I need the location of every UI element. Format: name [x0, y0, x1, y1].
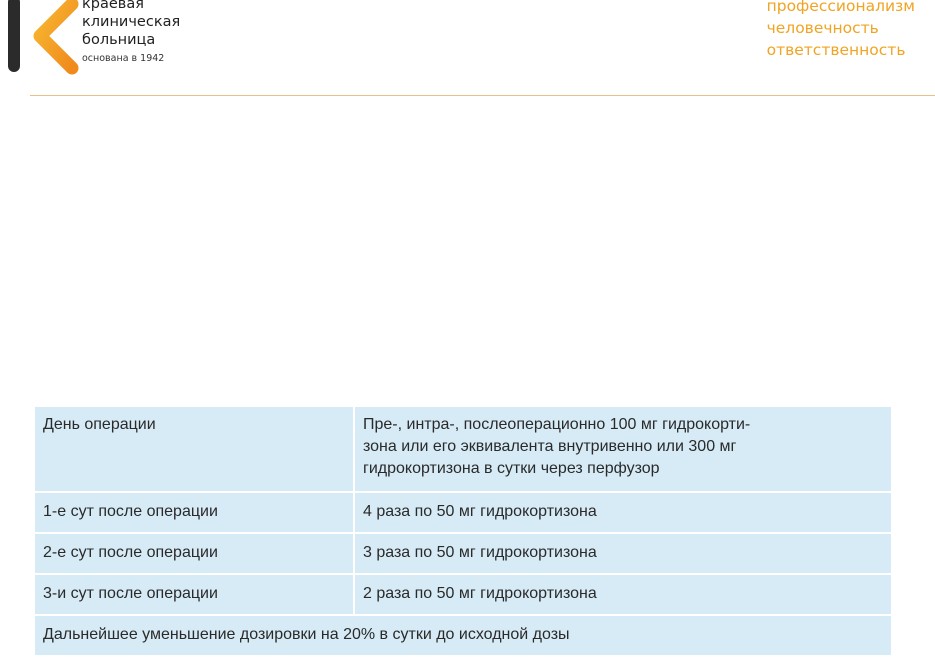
table-row — [35, 407, 891, 491]
slogan-line-3: ответственность — [766, 41, 906, 59]
row-value-line-1: Пре-, интра-, послеоперационно 100 мг гидрокорти- — [363, 416, 751, 433]
row-value-line-2: зона или его эквивалента внутривенно или 300 мг — [363, 438, 737, 455]
logo-text — [82, 0, 180, 65]
table-row — [35, 575, 891, 614]
dosage-table-grid — [33, 405, 893, 657]
logo-line-1: краевая — [82, 0, 144, 12]
header-divider — [30, 95, 935, 96]
row-label: 2-е сут после операции — [35, 534, 353, 573]
row-label: 3-и сут после операции — [35, 575, 353, 614]
row-value: 3 раза по 50 мг гидрокортизона — [355, 534, 891, 573]
row-value — [355, 407, 891, 491]
row-value: 2 раза по 50 мг гидрокортизона — [355, 575, 891, 614]
row-label: День операции — [35, 407, 353, 491]
slogan-line-1: профессионализм — [766, 0, 915, 15]
logo-line-2: клиническая — [82, 14, 181, 30]
logo-founded: основана в 1942 — [82, 53, 165, 64]
logo-line-3: больница — [82, 32, 156, 48]
row-value: 4 раза по 50 мг гидрокортизона — [355, 493, 891, 532]
row-label: 1-е сут после операции — [35, 493, 353, 532]
slogan-line-2: человечность — [766, 19, 879, 37]
dosage-table — [33, 405, 893, 667]
row-value-line-3: гидрокортизона в сутки через перфузор — [363, 460, 660, 477]
table-row — [35, 493, 891, 532]
slogan — [767, 0, 915, 61]
table-row — [35, 534, 891, 573]
table-footer-row — [35, 616, 891, 655]
hospital-logo — [0, 0, 260, 80]
table-footer-note: Дальнейшее уменьшение дозировки на 20% в сутки до исходной дозы — [35, 616, 891, 655]
logo-mark-icon — [0, 0, 80, 80]
